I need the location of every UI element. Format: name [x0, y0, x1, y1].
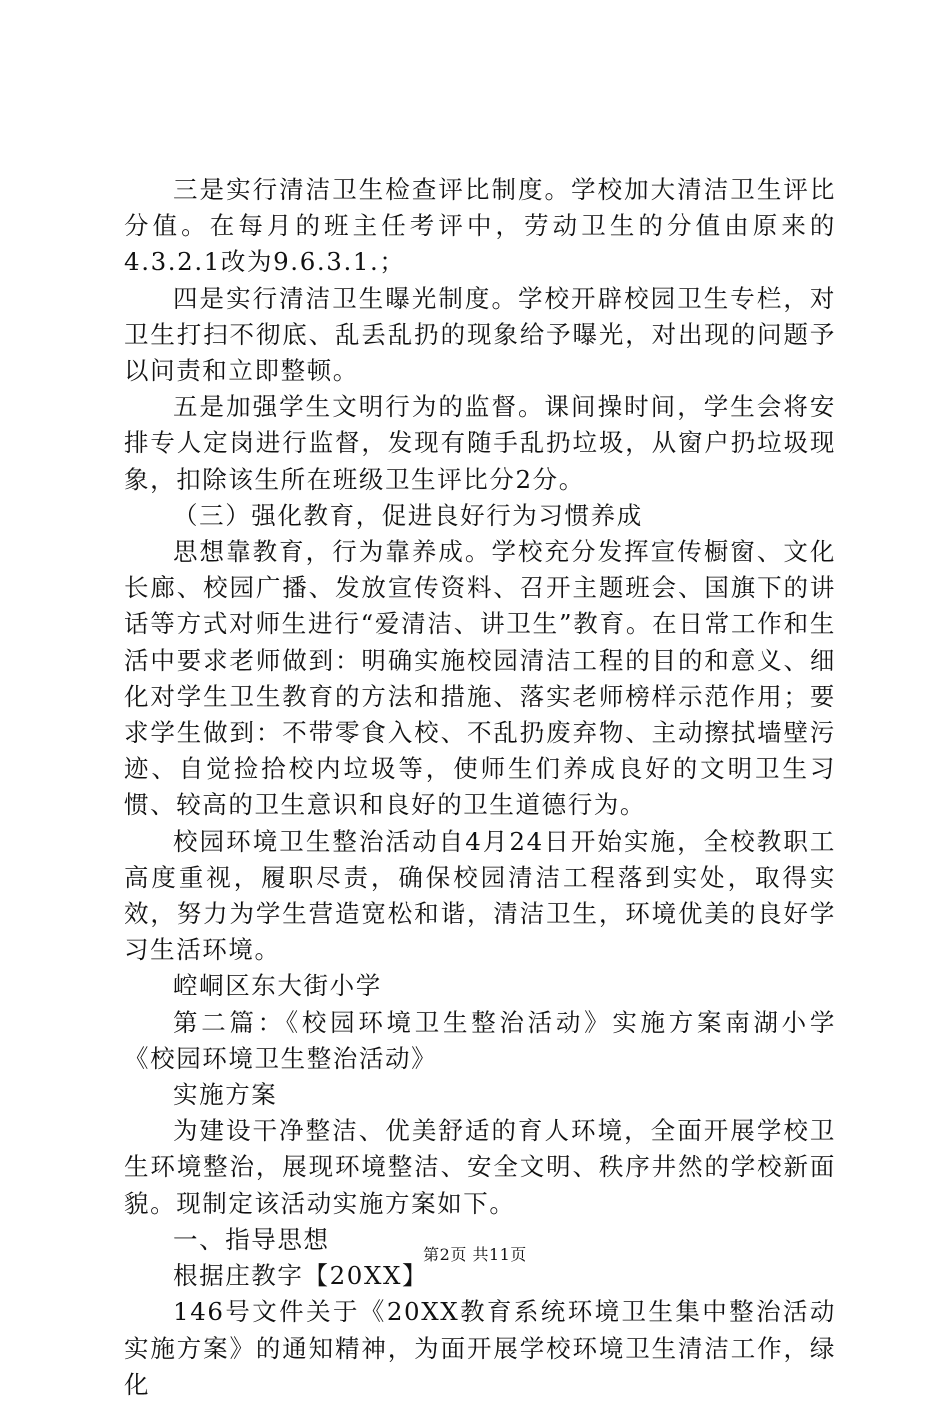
paragraph-campaign-summary: 校园环境卫生整治活动自4月24日开始实施，全校教职工高度重视，履职尽责，确保校园清洁工程落到实处，取得实效，努力为学生营造宽松和谐，清洁卫生，环境优美的良好学习生活环境。 — [124, 826, 836, 965]
paragraph-notice-spirit: 146号文件关于《20XX教育系统环境卫生集中整治活动实施方案》的通知精神，为面开展学校环境卫生清洁工作，绿化 — [124, 1297, 836, 1399]
page-number-footer: 第2页 共11页 — [423, 1245, 527, 1264]
plan-subtitle: 实施方案 — [173, 1080, 278, 1110]
paragraph-education: 思想靠教育，行为靠养成。学校充分发挥宣传橱窗、文化长廊、校园广播、发放宣传资料、召开主题班会、国旗下的讲话等方式对师生进行“爱清洁、讲卫生”教育。在日常工作和生活中要求老师做到：明确实施校园清洁工程的目的和意义、细化对学生卫生教育的方法和措施、落实老师榜样示范作用；要求学生做到：不带零食入校、不乱扔废弃物、主动擦拭墙壁污迹、自觉捡拾校内垃圾等，使师生们养成良好的文明卫生习惯、较高的卫生意识和良好的卫生道德行为。 — [124, 537, 836, 820]
paragraph-document-reference: 根据庄教字【20XX】 — [173, 1261, 429, 1291]
document-body — [124, 172, 836, 1403]
school-signature: 崆峒区东大街小学 — [173, 971, 382, 1001]
section-heading-guiding-ideology: 一、指导思想 — [173, 1224, 330, 1254]
paragraph-plan-intro: 为建设干净整洁、优美舒适的育人环境，全面开展学校卫生环境整治，展现环境整洁、安全文明、秩序井然的学校新面貌。现制定该活动实施方案如下。 — [124, 1116, 836, 1218]
section-heading-education: （三）强化教育，促进良好行为习惯养成 — [173, 500, 643, 530]
paragraph-behavior-supervision: 五是加强学生文明行为的监督。课间操时间，学生会将安排专人定岗进行监督，发现有随手乱扔垃圾，从窗户扔垃圾现象，扣除该生所在班级卫生评比分2分。 — [124, 392, 836, 494]
chapter-two-title: 第二篇：《校园环境卫生整治活动》实施方案南湖小学《校园环境卫生整治活动》 — [124, 1007, 836, 1073]
paragraph-inspection-system: 三是实行清洁卫生检查评比制度。学校加大清洁卫生评比分值。在每月的班主任考评中，劳动卫生的分值由原来的4.3.2.1改为9.6.3.1.； — [124, 175, 836, 277]
paragraph-exposure-system: 四是实行清洁卫生曝光制度。学校开辟校园卫生专栏，对卫生打扫不彻底、乱丢乱扔的现象给予曝光，对出现的问题予以问责和立即整顿。 — [124, 283, 836, 386]
